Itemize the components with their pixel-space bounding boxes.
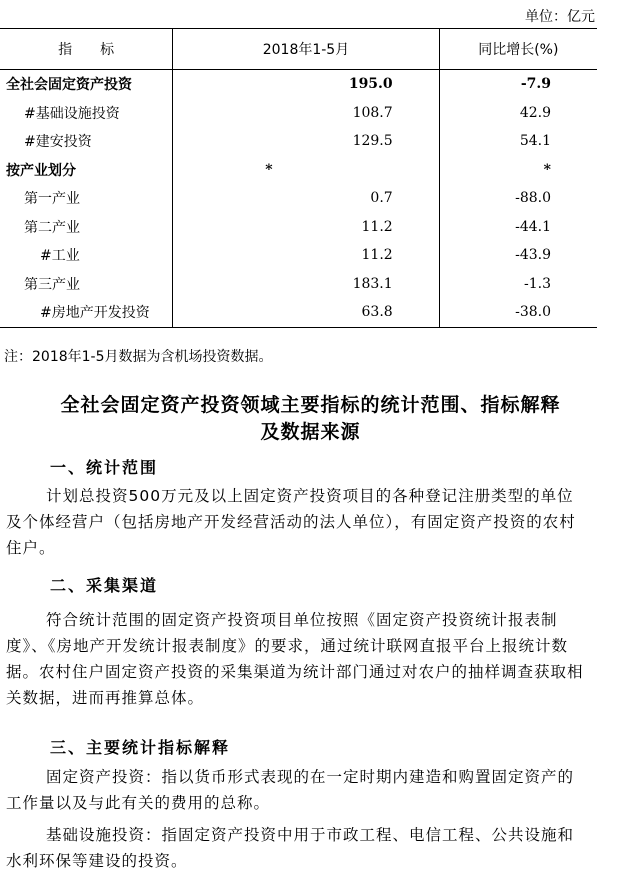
row-growth: * (543, 161, 551, 178)
table-note: 注：2018年1-5月数据为含机场投资数据。 (4, 349, 273, 365)
row-value: * (173, 156, 439, 185)
section-text-channels: 符合统计范围的固定资产投资项目单位按照《固定资产投资统计报表制度》、《房地产开发统计报表制度》的要求，通过统计联网直报平台上报统计数据。农村住户固定资产投资的采集渠道为统计部门通过对农户的抽样调查获取相关数据，进而再推算总体。 (6, 611, 584, 707)
row-value: 108.7 (173, 99, 439, 128)
table-row (0, 270, 597, 299)
definition-infrastructure-investment: 基础设施投资：指固定资产投资中用于市政工程、电信工程、公共设施和水利环保等建设的投资。 (6, 826, 575, 870)
row-value: 183.1 (173, 270, 439, 299)
row-name: #基础设施投资 (0, 99, 173, 128)
section-text-scope: 计划总投资500万元及以上固定资产投资项目的各种登记注册类型的单位及个体经营户（包括房地产开发经营活动的法人单位），有固定资产投资的农村住户。 (6, 487, 576, 557)
table-row (0, 298, 597, 327)
row-name: #建安投资 (0, 127, 173, 156)
row-growth: -7.9 (520, 76, 551, 93)
table-header-row (0, 29, 597, 70)
row-growth: 42.9 (519, 104, 551, 121)
row-name: 第二产业 (0, 213, 173, 242)
row-name: #工业 (0, 241, 173, 270)
table-row (0, 184, 597, 213)
section-heading-definitions: 三、主要统计指标解释 (50, 738, 231, 757)
title-line-1: 全社会固定资产投资领域主要指标的统计范围、指标解释 (60, 394, 561, 416)
row-value: 11.2 (173, 213, 439, 242)
title-line-2: 及数据来源 (260, 421, 361, 443)
header-indicator: 指 标 (0, 29, 173, 70)
section-heading-scope: 一、统计范围 (50, 458, 159, 477)
row-name: 第三产业 (0, 270, 173, 299)
table-row (0, 213, 597, 242)
row-growth: -43.9 (515, 247, 551, 264)
row-name: 第一产业 (0, 184, 173, 213)
row-value: 11.2 (173, 241, 439, 270)
table-row (0, 241, 597, 270)
row-growth: 54.1 (519, 133, 551, 150)
definition-fixed-asset-investment: 固定资产投资：指以货币形式表现的在一定时期内建造和购置固定资产的工作量以及与此有关的费用的总称。 (6, 768, 575, 812)
section-heading-channels: 二、采集渠道 (50, 576, 159, 595)
document-title (0, 392, 621, 446)
header-period: 2018年1-5月 (173, 29, 439, 70)
table-row (0, 99, 597, 128)
row-name: #房地产开发投资 (0, 298, 173, 327)
row-name: 按产业划分 (0, 156, 173, 185)
row-value: 195.0 (173, 70, 439, 99)
row-value: 63.8 (173, 298, 439, 327)
header-growth: 同比增长(%) (439, 29, 597, 70)
table-row (0, 156, 597, 185)
row-growth: -1.3 (524, 275, 551, 292)
table-row (0, 127, 597, 156)
row-value: 129.5 (173, 127, 439, 156)
row-value: 0.7 (173, 184, 439, 213)
row-growth: -44.1 (515, 218, 551, 235)
row-name: 全社会固定资产投资 (0, 70, 173, 99)
unit-label: 单位：亿元 (525, 9, 595, 25)
table-row (0, 70, 597, 99)
row-growth: -88.0 (515, 190, 551, 207)
investment-table (0, 28, 597, 328)
row-growth: -38.0 (439, 298, 597, 327)
